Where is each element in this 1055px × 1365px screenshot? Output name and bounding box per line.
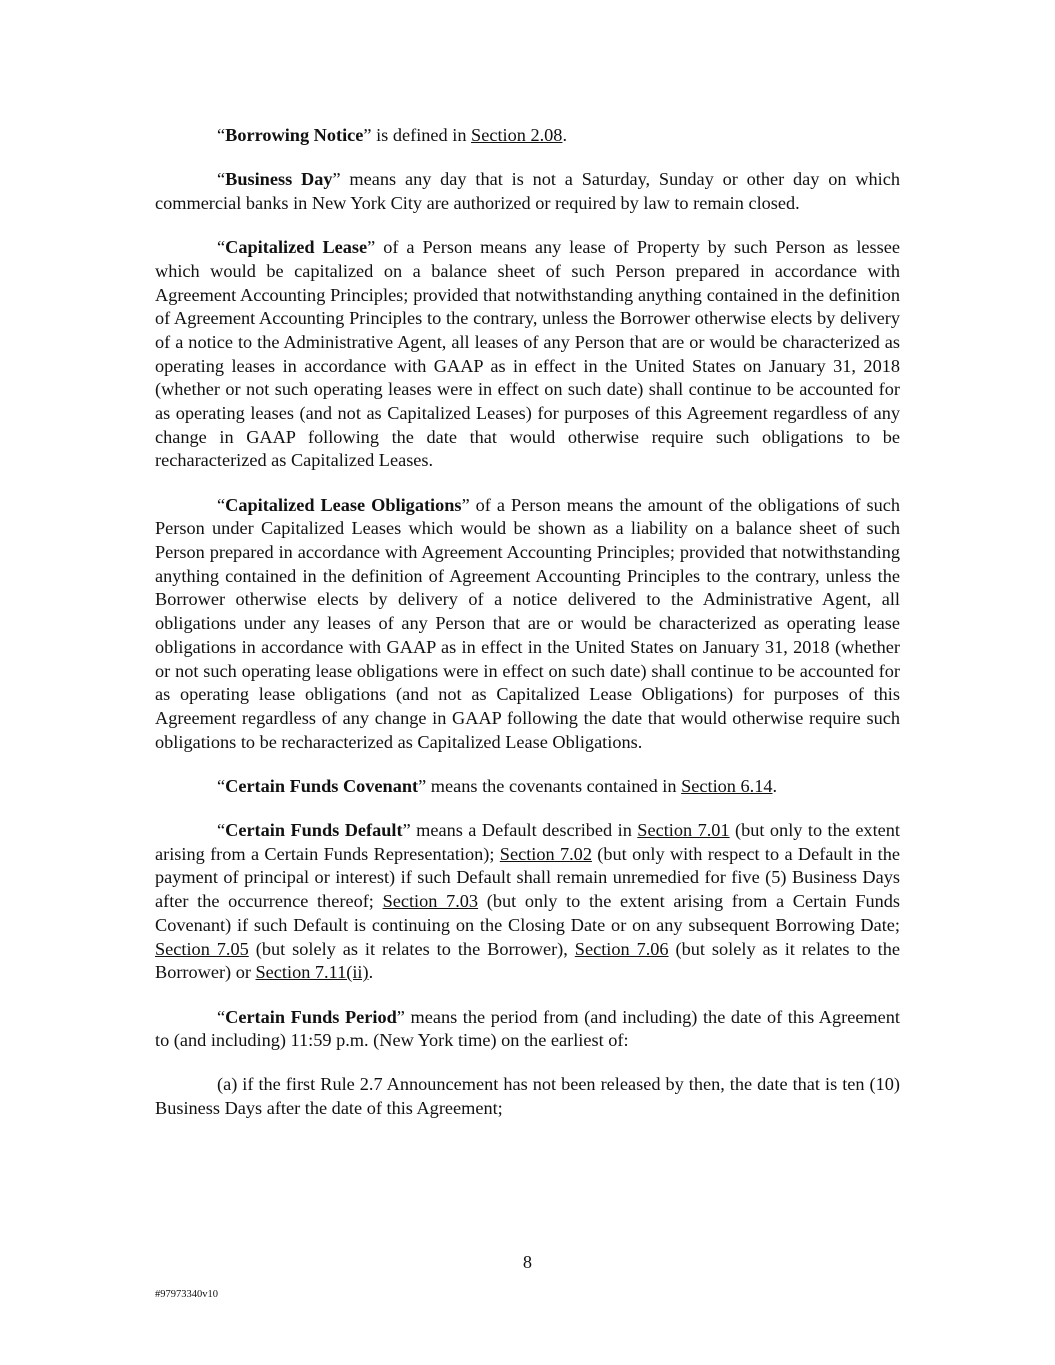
text-run: ” means the covenants contained in (418, 775, 682, 796)
document-id: #97973340v10 (155, 1289, 218, 1300)
text-run: ” is defined in (363, 125, 472, 145)
section-reference: Section 7.02 (499, 843, 592, 864)
text-run: “ (217, 775, 226, 796)
text-run: “ (217, 494, 226, 515)
section-reference: Section 6.14 (681, 775, 773, 796)
definition-paragraph (155, 1006, 900, 1053)
definition-paragraph (155, 124, 900, 148)
defined-term: Certain Funds Default (225, 820, 403, 841)
text-run: (but solely as it relates to the Borrower), (248, 938, 575, 959)
text-run: “ (217, 1006, 226, 1027)
section-reference: Section 7.06 (574, 938, 669, 959)
text-run: “ (217, 820, 226, 841)
text-run: (a) if the first Rule 2.7 Announcement has not been released by then, the date that is ten (10) Business Days after the date of this Agreement; (155, 1074, 900, 1119)
defined-term: Certain Funds Period (225, 1006, 397, 1027)
document-body (155, 124, 900, 1141)
defined-term: Certain Funds Covenant (225, 775, 419, 796)
text-run: (but only with respect to a Default in the payment of principal or interest) if such Default shall remain unremedied for five (5) Business Days after the occurrence thereof; (155, 843, 900, 912)
definition-paragraph (155, 775, 900, 799)
section-reference: Section 7.03 (382, 891, 479, 912)
text-run: ” of a Person means any lease of Property by such Person as lessee which would be capitalized on a balance sheet of such Person prepared in accordance with Agreement Accounting Principles; provided that notwithstanding anything contained in the definition of Agreement Accounting Principles to the contrary, unless the Borrower otherwise elects by delivery of a notice to the Administrative Agent, all leases of any Person that are or would be characterized as operating leases in accordance with GAAP as in effect in the United States on January 31, 2018 (whether or not such operating leases were in effect on such date) shall continue to be accounted for as operating leases (and not as Capitalized Leases) for purposes of this Agreement regardless of any change in GAAP following the date that would otherwise require such obligations to be recharacterized as Capitalized Leases. (155, 237, 901, 471)
text-run: ” means any day that is not a Saturday, Sunday or other day on which commercial banks in New York City are authorized or required by law to remain closed. (155, 169, 900, 213)
text-run: . (368, 962, 374, 983)
section-reference: Section 2.08 (471, 125, 563, 145)
text-run: ” means the period from (and including) the date of this Agreement to (and including) 11:59 p.m. (New York time) on the earliest of: (155, 1006, 900, 1051)
text-run: “ (217, 169, 226, 190)
section-reference: Section 7.11(ii) (255, 962, 369, 983)
definition-paragraph (155, 168, 900, 215)
defined-term: Capitalized Lease Obligations (225, 494, 462, 515)
text-run: . (562, 125, 568, 145)
text-run: “ (217, 125, 226, 145)
definition-paragraph (155, 819, 900, 985)
text-run: . (772, 775, 778, 796)
section-reference: Section 7.01 (637, 820, 730, 841)
page-number: 8 (522, 1252, 533, 1272)
text-run: (but only to the extent arising from a Certain Funds Covenant) if such Default is continuing on the Closing Date or on any subsequent Borrowing Date; (155, 891, 900, 935)
text-run: “ (217, 237, 226, 258)
definition-paragraph (155, 494, 900, 755)
defined-term: Business Day (225, 169, 333, 190)
text-run: ” means a Default described in (402, 820, 638, 841)
defined-term: Borrowing Notice (225, 125, 364, 145)
text-run: ” of a Person means the amount of the obligations of such Person under Capitalized Leases which would be shown as a liability on a balance sheet of such Person prepared in accordance with Agreement Accounting Principles; provided that notwithstanding anything contained in the definition of Agreement Accounting Principles to the contrary, unless the Borrower otherwise elects by delivery of a notice delivered to the Administrative Agent, all obligations under any leases of any Person that are or would be characterized as operating lease obligations in accordance with GAAP as in effect in the United States on January 31, 2018 (whether or not such operating lease obligations were in effect on such date) shall continue to be accounted for as operating lease obligations (and not as Capitalized Lease Obligations) for purposes of this Agreement regardless of any change in GAAP following the date that would otherwise require such obligations to be recharacterized as Capitalized Lease Obligations. (155, 494, 900, 752)
text-run: (but solely as it relates to the Borrower) or (155, 938, 900, 983)
section-reference: Section 7.05 (155, 938, 249, 959)
text-run: (but only to the extent arising from a Certain Funds Representation); (155, 820, 900, 864)
defined-term: Capitalized Lease (225, 237, 368, 258)
clause-paragraph (155, 1073, 900, 1120)
definition-paragraph (155, 236, 900, 473)
